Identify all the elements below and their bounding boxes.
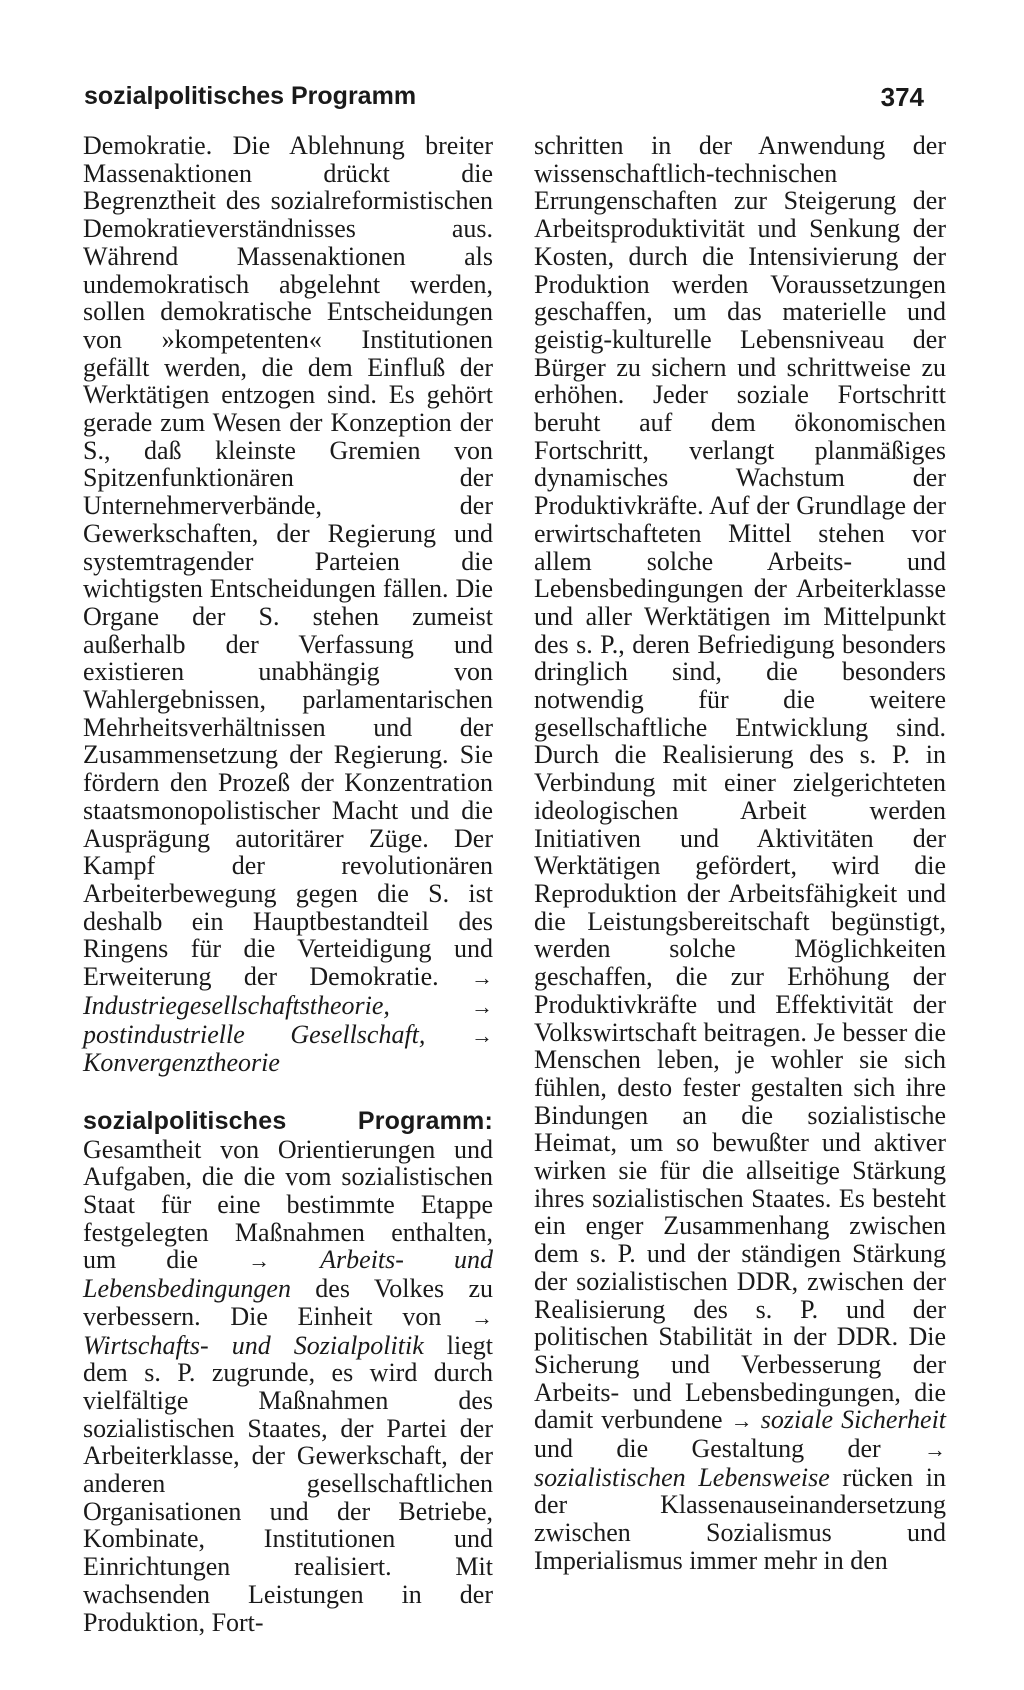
left-column [83, 132, 493, 1636]
arrow-icon: → [248, 1248, 271, 1274]
continuation-text: Demokratie. Die Ablehnung breiter Massenaktionen drückt die Begrenztheit des sozialreformistischen Demokratieverständnisses aus. Während Massenaktionen als undemokratisch abgelehnt werden, sollen demokratische Entscheidungen von »kompetenten« Institutionen gefällt werden, die dem Einfluß der Werktätigen entzogen sind. Es gehört gerade zum Wesen der Konzeption der S., daß kleinste Gremien von Spitzenfunktionären der Unternehmerverbände, der Gewerkschaften, der Regierung und systemtragender Parteien die wichtigsten Entscheidungen fällen. Die Organe der S. stehen zumeist außerhalb der Verfassung und existieren unabhängig von Wahlergebnissen, parlamentarischen Mehrheitsverhältnissen und der Zusammensetzung der Regierung. Sie fördern den Prozeß der Konzentration staatsmonopolistischer Macht und die Ausprägung autoritärer Züge. Der Kampf der revolutionären Arbeiterbewegung gegen die S. ist deshalb ein Hauptbestandteil des Ringens für die Verteidigung und Erweiterung der Demokratie. [83, 131, 493, 992]
entry-text: und die Gestaltung der [534, 1434, 881, 1464]
arrow-icon: → [471, 1022, 493, 1048]
cross-reference-wirtschafts-und-sozialpolitik[interactable]: Wirtschafts- und Sozialpolitik [83, 1330, 424, 1360]
cross-reference-postindustrielle-gesellschaft[interactable]: postindustrielle Gesellschaft, [83, 1019, 426, 1049]
running-title: sozialpolitisches Programm [84, 82, 417, 110]
entry-text: rücken in der Klassenauseinandersetzung zwischen Sozialismus und Imperialismus immer mehr in den [534, 1462, 947, 1575]
right-column [534, 132, 946, 1575]
entry-text: schritten in der Anwendung der wissenschaftlich-technischen Errungenschaften zur Steigerung der Arbeitsproduktivität und Senkung der Kosten, durch die Intensivierung der Produktion werden Voraussetzungen geschaffen, um das materielle und geistig-kulturelle Lebensniveau der Bürger zu sichern und schrittweise zu erhöhen. Jeder soziale Fortschritt beruht auf dem ökonomischen Fortschritt, verlangt planmäßiges dynamisches Wachstum der Produktivkräfte. Auf der Grundlage der erwirtschafteten Mittel stehen vor allem solche Arbeits- und Lebensbedingungen der Arbeiterklasse und aller Werktätigen im Mittelpunkt des s. P., deren Befriedigung besonders dringlich sind, die besonders notwendig für die weitere gesellschaftliche Entwicklung sind. Durch die Realisierung des s. P. in Verbindung mit einer zielgerichteten ideologischen Arbeit werden Initiativen und Aktivitäten der Werktätigen gefördert, wird die Reproduktion der Arbeitsfähigkeit und die Leistungsbereitschaft begünstigt, werden solche Möglichkeiten geschaffen, die zur Erhöhung der Produktivkräfte und Effektivität der Volkswirtschaft beitragen. Je besser die Menschen leben, je wohler sie sich fühlen, desto fester gestalten sich ihre Bindungen an die sozialistische Heimat, um so bewußter und aktiver wirken sie für die allseitige Stärkung ihres sozialistischen Staates. Es besteht ein enger Zusammenhang zwischen dem s. P. und der ständigen Stärkung der sozialistischen DDR, zwischen der Realisierung des s. P. und der politischen Stabilität in der DDR. Die Sicherung und Verbesserung der Arbeits- und Lebensbedingungen, die damit verbundene [534, 131, 946, 1435]
cross-reference-sozialistische-lebensweise[interactable]: sozialistischen Lebensweise [534, 1462, 830, 1492]
entry-sozialpolitisches-programm [83, 1107, 493, 1636]
arrow-icon: → [730, 1408, 753, 1434]
arrow-icon: → [471, 993, 493, 1019]
arrow-icon: → [471, 1304, 493, 1330]
entry-text: Gesamtheit von Orientierungen und Aufgaben, die die vom sozialistischen Staat für eine bestimmte Etappe festgelegten Maßnahmen enthalten, um die [83, 1134, 493, 1275]
page-number: 374 [880, 82, 924, 112]
entry-separator [83, 1077, 493, 1107]
cross-reference-soziale-sicherheit[interactable]: soziale Sicherheit [760, 1405, 947, 1435]
cross-reference-arbeits-und-lebensbedingungen[interactable]: Arbeits- und Lebensbedingungen [83, 1245, 493, 1304]
running-head [84, 82, 940, 116]
entry-text-continued [534, 132, 946, 1575]
entry-text: liegt dem s. P. zugrunde, es wird durch vielfältige Maßnahmen des sozialistischen Staates, der Partei der Arbeiterklasse, der Gewerkschaft, der anderen gesellschaftlichen Organisationen und der Betriebe, Kombinate, Institutionen und Einrichtungen realisiert. Mit wachsenden Leistungen in der Produktion, Fort- [83, 1330, 494, 1637]
cross-reference-konvergenztheorie[interactable]: Konvergenztheorie [83, 1048, 280, 1078]
arrow-icon: → [924, 1437, 947, 1463]
entry-headword: sozialpolitisches Programm: [83, 1106, 493, 1135]
cross-reference-industriegesellschaftstheorie[interactable]: Industriegesellschaftstheorie, [83, 990, 390, 1020]
entry-text: des Volkes zu verbessern. Die Einheit von [83, 1274, 493, 1331]
entry-continuation [83, 132, 493, 1077]
arrow-icon: → [471, 965, 493, 991]
